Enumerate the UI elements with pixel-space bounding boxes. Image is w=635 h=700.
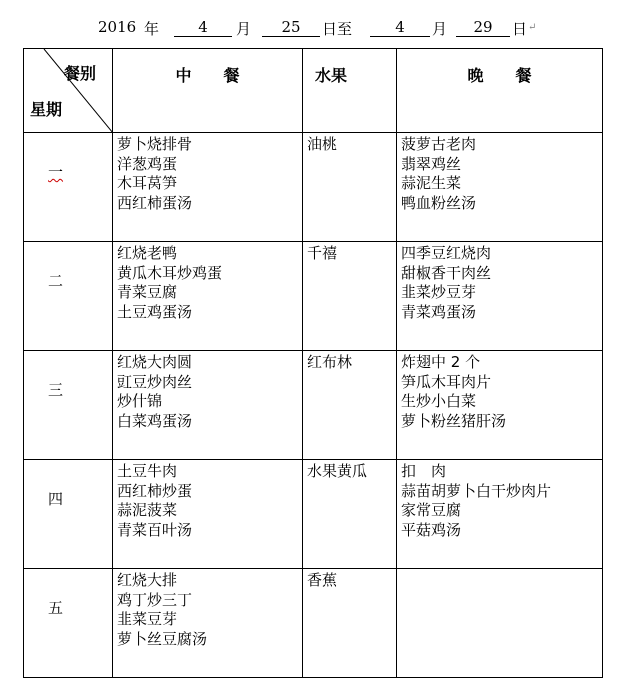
weekday-cell xyxy=(24,351,113,460)
dish-item: 平菇鸡汤 xyxy=(401,520,462,539)
dinner-cell xyxy=(397,460,603,569)
dish-item: 土豆牛肉 xyxy=(117,462,178,480)
table-row xyxy=(24,133,603,242)
weekday-cell xyxy=(24,569,113,678)
start-day: 25 xyxy=(262,19,320,37)
dish-item: 蒜泥菠菜 xyxy=(117,501,178,519)
year: 2016 xyxy=(98,18,137,36)
table-header-row xyxy=(24,49,603,133)
dish-item: 萝卜粉丝猪肝汤 xyxy=(401,411,507,430)
dish-item: 家常豆腐 xyxy=(401,501,462,519)
dinner-cell xyxy=(397,242,603,351)
dish-item: 白菜鸡蛋汤 xyxy=(117,411,193,430)
dish-item: 豇豆炒肉丝 xyxy=(117,372,193,391)
year-char: 年 xyxy=(144,20,160,38)
weekday-label: 四 xyxy=(48,490,64,508)
dish-item: 洋葱鸡蛋 xyxy=(117,154,178,173)
fruit-cell xyxy=(303,242,397,351)
dish-item: 生炒小白菜 xyxy=(401,392,477,410)
paragraph-mark-icon: ↵ xyxy=(528,22,537,33)
dish-item: 土豆鸡蛋汤 xyxy=(117,302,193,321)
dish-item: 炒什锦 xyxy=(117,392,163,410)
dish-item: 翡翠鸡丝 xyxy=(401,154,462,173)
dish-item: 萝卜丝豆腐汤 xyxy=(117,629,208,648)
corner-header-cell xyxy=(24,49,113,133)
table-row xyxy=(24,351,603,460)
weekly-menu-table xyxy=(23,48,603,678)
dish-item: 四季豆红烧肉 xyxy=(401,244,492,262)
lunch-column-header: 中 餐 xyxy=(113,49,303,133)
table-row xyxy=(24,460,603,569)
month-char-2: 月 xyxy=(432,20,448,38)
day-to: 日至 xyxy=(322,20,353,38)
table-row xyxy=(24,242,603,351)
fruit-cell xyxy=(303,569,397,678)
fruit-item: 香蕉 xyxy=(307,571,338,589)
weekday-label: 三 xyxy=(48,381,64,399)
lunch-cell xyxy=(113,242,303,351)
fruit-item: 千禧 xyxy=(307,244,338,262)
dish-item: 西红柿炒蛋 xyxy=(117,481,193,500)
dish-item: 扣 肉 xyxy=(401,462,447,480)
dish-item: 红烧大肉圆 xyxy=(117,353,193,371)
table-row xyxy=(24,569,603,678)
fruit-item: 红布林 xyxy=(307,353,353,371)
dish-item: 木耳莴笋 xyxy=(117,174,178,192)
dish-item: 萝卜烧排骨 xyxy=(117,135,193,153)
fruit-cell xyxy=(303,460,397,569)
dish-item: 韭菜炒豆芽 xyxy=(401,283,477,301)
dish-item: 西红柿蛋汤 xyxy=(117,193,193,212)
dish-item: 炸翅中 2 个 xyxy=(401,353,481,371)
end-day: 29 xyxy=(456,19,510,37)
dinner-cell xyxy=(397,133,603,242)
dinner-column-header: 晚 餐 xyxy=(397,49,603,133)
fruit-item: 水果黄瓜 xyxy=(307,462,368,480)
corner-meal-label: 餐别 xyxy=(63,64,96,83)
dish-item: 黄瓜木耳炒鸡蛋 xyxy=(117,263,223,282)
dinner-cell xyxy=(397,351,603,460)
dish-item: 鸭血粉丝汤 xyxy=(401,193,477,212)
dish-item: 青菜百叶汤 xyxy=(117,520,193,539)
dinner-cell xyxy=(397,569,603,678)
dish-item: 红烧大排 xyxy=(117,571,178,589)
corner-week-label: 星期 xyxy=(30,100,63,119)
dish-item: 甜椒香干肉丝 xyxy=(401,263,492,282)
dish-item: 韭菜豆芽 xyxy=(117,610,178,628)
lunch-cell xyxy=(113,351,303,460)
fruit-column-header: 水果 xyxy=(303,49,397,133)
lunch-cell xyxy=(113,569,303,678)
weekday-cell xyxy=(24,242,113,351)
fruit-item: 油桃 xyxy=(307,135,338,153)
end-month: 4 xyxy=(370,19,430,37)
month-char-1: 月 xyxy=(236,20,252,38)
lunch-cell xyxy=(113,460,303,569)
weekday-cell xyxy=(24,133,113,242)
weekday-label: 五 xyxy=(48,599,64,617)
weekday-label: 二 xyxy=(48,272,64,290)
day-char: 日 xyxy=(512,20,528,38)
lunch-cell xyxy=(113,133,303,242)
dish-item: 鸡丁炒三丁 xyxy=(117,590,193,609)
dish-item: 菠萝古老肉 xyxy=(401,135,477,153)
dish-item: 蒜苗胡萝卜白干炒肉片 xyxy=(401,481,552,500)
fruit-cell xyxy=(303,133,397,242)
weekday-label: 一 xyxy=(48,163,64,181)
start-month: 4 xyxy=(174,19,232,37)
dish-item: 青菜豆腐 xyxy=(117,283,178,301)
dish-item: 蒜泥生菜 xyxy=(401,174,462,192)
fruit-cell xyxy=(303,351,397,460)
dish-item: 笋瓜木耳肉片 xyxy=(401,372,492,391)
dish-item: 红烧老鸭 xyxy=(117,244,178,262)
dish-item: 青菜鸡蛋汤 xyxy=(401,302,477,321)
weekday-cell xyxy=(24,460,113,569)
